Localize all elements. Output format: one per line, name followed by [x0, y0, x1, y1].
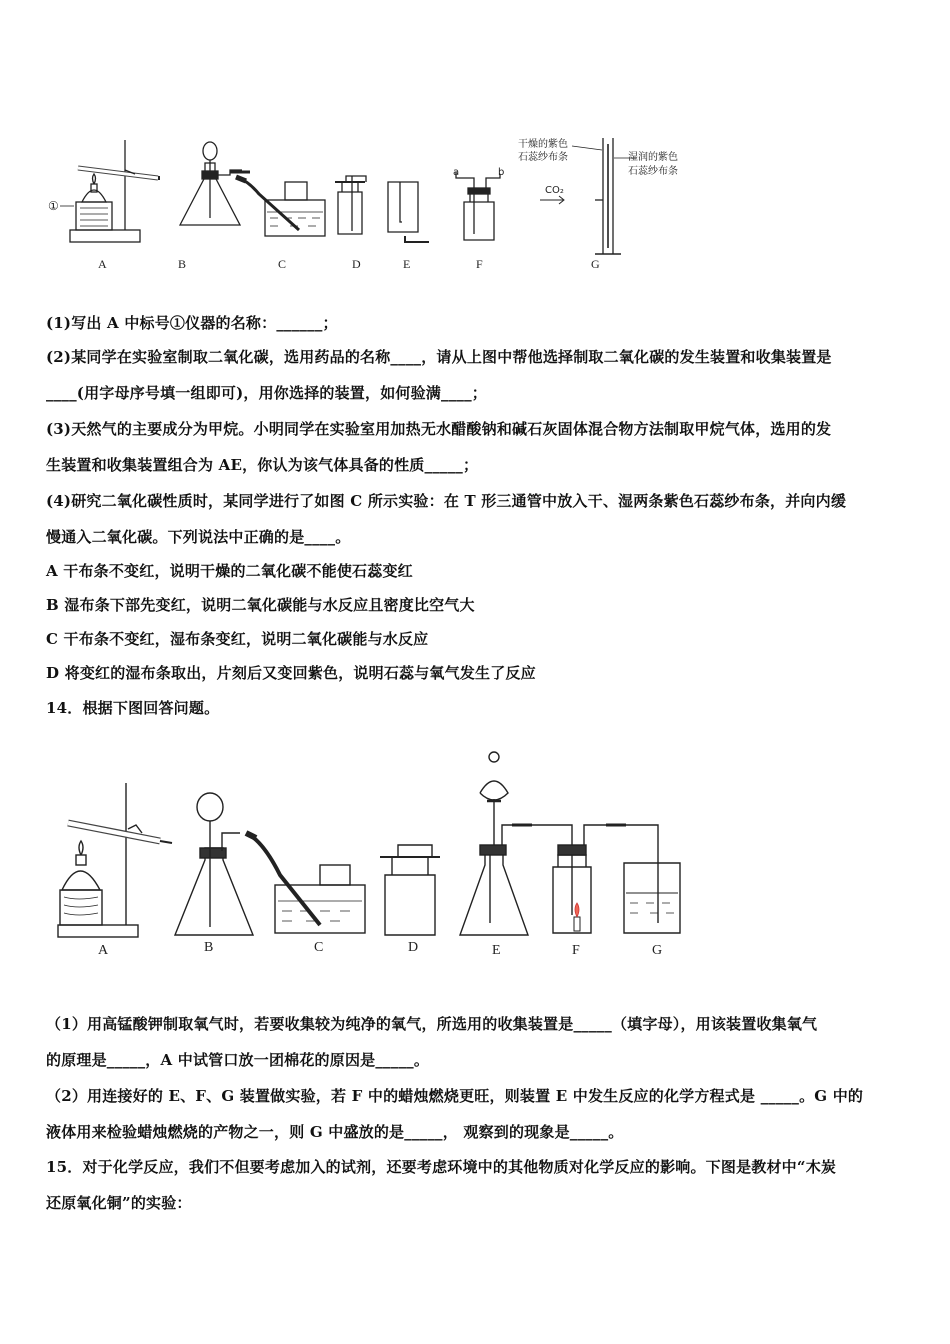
- water-trough-C2: [275, 885, 365, 933]
- q14-title: 14．根据下图回答问题。: [46, 699, 220, 717]
- q14-part2-line2: 液体用来检验蜡烛燃烧的产物之一，则 G 中盛放的是_____， 观察到的现象是_____。: [46, 1123, 624, 1141]
- q13-part4-line1: (4)研究二氧化碳性质时，某同学进行了如图 C 所示实验：在 T 形三通管中放入干、湿两条紫色石蕊纱布条，并向内缓: [46, 492, 847, 510]
- q13-part2-line2: ____(用字母序号填一组即可)，用你选择的装置，如何验满____；: [46, 384, 487, 402]
- figure-apparatus-2: [50, 745, 700, 965]
- fig2-label-F: F: [572, 943, 580, 958]
- fig2-label-C: C: [314, 940, 324, 955]
- fig1-label-G: G: [591, 257, 600, 271]
- q13-part3-line1: (3)天然气的主要成分为甲烷。小明同学在实验室用加热无水醋酸钠和碱石灰固体混合物方法制取甲烷气体，选用的发: [46, 420, 832, 438]
- q13-option-A: A 干布条不变红，说明干燥的二氧化碳不能使石蕊变红: [46, 562, 413, 580]
- fig2-label-B: B: [204, 940, 214, 955]
- tube-end-b: b: [498, 167, 505, 178]
- fig2-label-E: E: [492, 943, 501, 958]
- wet-strip-label-1: 湿润的紫色: [628, 152, 678, 163]
- q13-part3-line2: 生装置和收集装置组合为 AE，你认为该气体具备的性质_____；: [46, 456, 479, 474]
- dry-strip-label-2: 石蕊纱布条: [518, 152, 568, 163]
- dry-strip-label-1: 干燥的紫色: [518, 139, 568, 150]
- gas-jar-C2: [320, 865, 350, 885]
- wooden-block-A2: [60, 890, 102, 925]
- marker-label: ①: [48, 199, 59, 213]
- wet-strip-label-2: 石蕊纱布条: [628, 166, 678, 177]
- fig1-label-A: A: [98, 257, 107, 271]
- apparatus-2-drawing: [50, 745, 700, 965]
- q14-part1-line1: （1）用高锰酸钾制取氧气时，若要收集较为纯净的氧气，所选用的收集装置是_____（填字母），用该装置收集氧气: [46, 1015, 818, 1033]
- q15-line1: 15．对于化学反应，我们不但要考虑加入的试剂，还要考虑环境中的其他物质对化学反应的影响。下图是教材中“木炭: [46, 1158, 837, 1176]
- fig1-label-D: D: [352, 257, 361, 271]
- q14-part2-line1: （2）用连接好的 E、F、G 装置做实验，若 F 中的蜡烛燃烧更旺，则装置 E 中发生反应的化学方程式是 _____。G 中的: [46, 1087, 864, 1105]
- gas-bottle-E: [388, 182, 418, 232]
- co2-label: CO₂: [545, 185, 564, 196]
- fig1-label-F: F: [476, 257, 483, 271]
- fig2-label-A: A: [98, 943, 109, 958]
- fig2-label-D: D: [408, 940, 419, 955]
- fig1-label-C: C: [278, 257, 287, 271]
- q13-part2-line1: (2)某同学在实验室制取二氧化碳，选用药品的名称____，请从上图中帮他选择制取二氧化碳的发生装置和收集装置是: [46, 348, 832, 366]
- q13-option-B: B 湿布条下部先变红，说明二氧化碳能与水反应且密度比空气大: [46, 596, 475, 614]
- q13-part4-line2: 慢通入二氧化碳。下列说法中正确的是____。: [46, 528, 351, 546]
- gas-bottle-D: [338, 182, 362, 234]
- tube-end-a: a: [453, 167, 460, 178]
- stand-base-A: [70, 230, 140, 242]
- stand-base-A2: [58, 925, 138, 937]
- q13-part1: (1)写出 A 中标号①仪器的名称：______；: [46, 314, 338, 332]
- beaker-G2: [624, 863, 680, 933]
- q13-option-C: C 干布条不变红，湿布条变红，说明二氧化碳能与水反应: [46, 630, 429, 648]
- funnel-B: [203, 142, 217, 160]
- fig1-label-E: E: [403, 257, 411, 271]
- fig2-label-G: G: [652, 943, 663, 958]
- gas-bottle-F: [464, 192, 494, 240]
- funnel-B2: [197, 793, 223, 821]
- q15-line2: 还原氧化铜”的实验：: [46, 1194, 192, 1212]
- q13-option-D: D 将变红的湿布条取出，片刻后又变回紫色，说明石蕊与氧气发生了反应: [46, 664, 536, 682]
- conical-flask-E2: [460, 853, 528, 935]
- gas-jar-C: [285, 182, 307, 200]
- figure-apparatus-1: [40, 130, 720, 275]
- apparatus-1-drawing: [40, 130, 720, 275]
- separatory-funnel-E2: [480, 781, 508, 800]
- fig1-label-B: B: [178, 257, 187, 271]
- gas-bottle-D2: [385, 857, 435, 935]
- q14-part1-line2: 的原理是_____，A 中试管口放一团棉花的原因是_____。: [46, 1051, 430, 1069]
- conical-flask-B2: [175, 848, 253, 935]
- alcohol-lamp-A2: [62, 871, 100, 890]
